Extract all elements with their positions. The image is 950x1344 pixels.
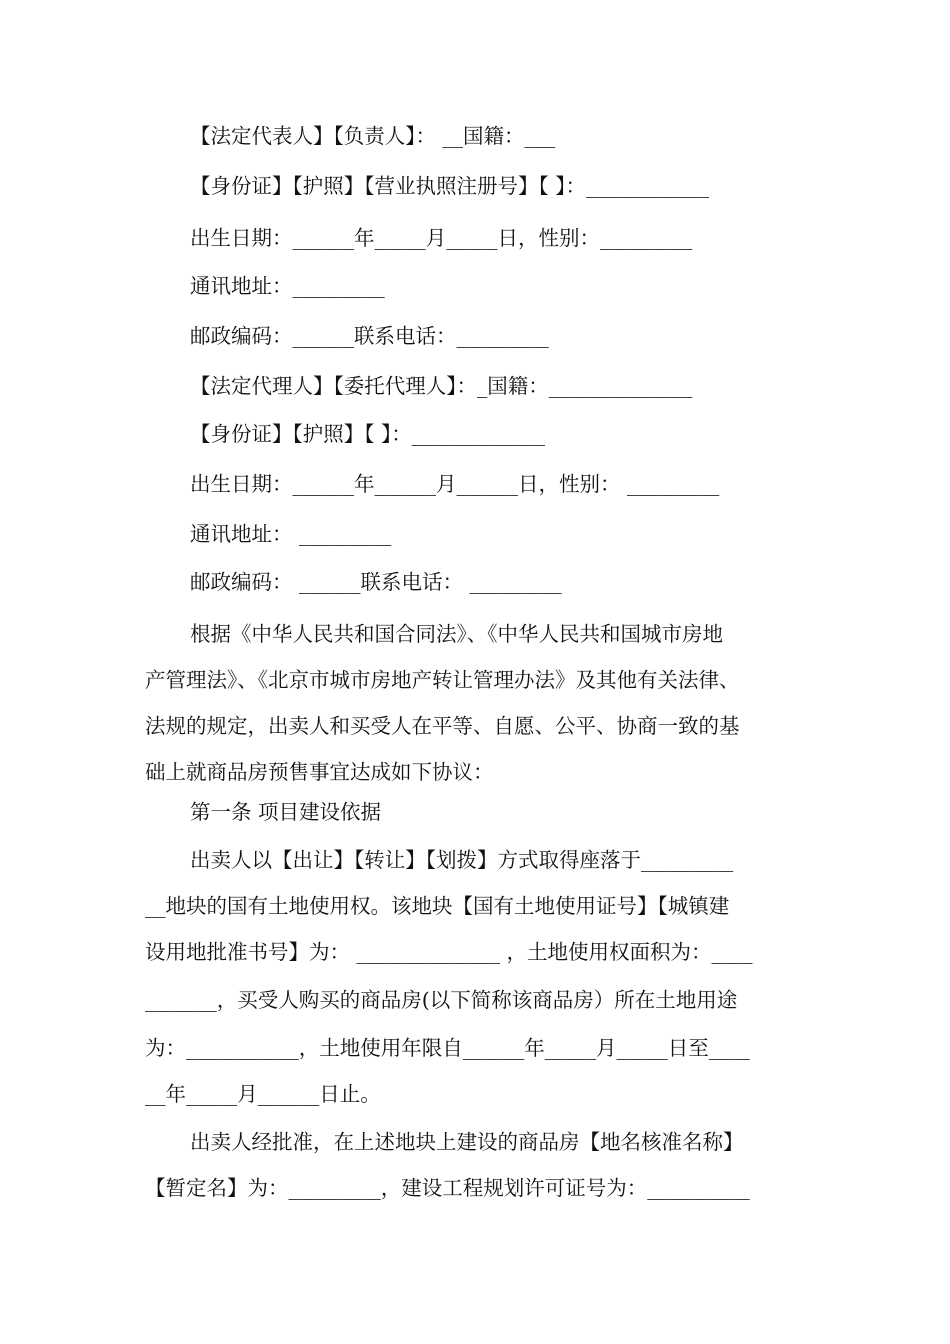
legal-representative-line: 【法定代表人】【负责人】： __国籍：___: [190, 124, 556, 148]
address-line: 通讯地址：_________: [190, 274, 385, 298]
article-paragraph-line: _______，买受人购买的商品房(以下简称该商品房）所在土地用途: [145, 988, 738, 1012]
article-paragraph-line: 设用地批准书号】为： ______________ ，土地使用权面积为：____: [145, 940, 753, 964]
preamble-paragraph-line: 根据《中华人民共和国合同法》、《中华人民共和国城市房地: [190, 622, 723, 646]
agent-line: 【法定代理人】【委托代理人】：_国籍：______________: [190, 374, 693, 398]
article-paragraph-line: __年_____月______日止。: [145, 1082, 381, 1106]
article-paragraph-line: 为：___________，土地使用年限自______年_____月_____日至____: [145, 1036, 750, 1060]
postcode-phone-line: 邮政编码：______联系电话：_________: [190, 324, 549, 348]
birth-date-line: 出生日期：______年_____月_____日，性别：_________: [190, 226, 693, 250]
approval-paragraph-line: 【暂定名】为：_________，建设工程规划许可证号为：__________: [145, 1176, 750, 1200]
id-document-line: 【身份证】【护照】【营业执照注册号】【 】：____________: [190, 174, 710, 198]
article-paragraph-line: 出卖人以【出让】【转让】【划拨】方式取得座落于_________: [190, 848, 734, 872]
agent-birth-date-line: 出生日期：______年______月______日，性别： _________: [190, 472, 720, 496]
article-heading: 第一条 项目建设依据: [190, 800, 382, 824]
agent-id-document-line: 【身份证】【护照】【 】：_____________: [190, 422, 546, 446]
agent-postcode-phone-line: 邮政编码： ______联系电话： _________: [190, 570, 562, 594]
preamble-paragraph-line: 础上就商品房预售事宜达成如下协议：: [145, 760, 494, 784]
agent-address-line: 通讯地址： _________: [190, 522, 392, 546]
approval-paragraph-line: 出卖人经批准，在上述地块上建设的商品房【地名核准名称】: [190, 1130, 744, 1154]
preamble-paragraph-line: 产管理法》、《北京市城市房地产转让管理办法》及其他有关法律、: [145, 668, 740, 692]
preamble-paragraph-line: 法规的规定，出卖人和买受人在平等、自愿、公平、协商一致的基: [145, 714, 740, 738]
article-paragraph-line: __地块的国有土地使用权。该地块【国有土地使用证号】【城镇建: [145, 894, 730, 918]
